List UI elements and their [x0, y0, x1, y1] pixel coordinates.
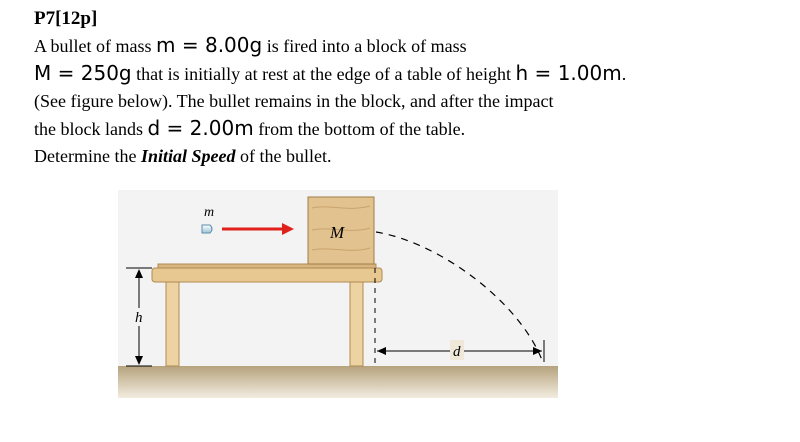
physics-figure [118, 190, 558, 410]
height-h-symbol: h [515, 61, 529, 85]
distance-label: d [453, 344, 461, 360]
figure-svg [118, 190, 558, 410]
problem-line-2 [34, 60, 774, 88]
problem-line-4 [34, 115, 774, 143]
problem-line-5 [34, 143, 774, 170]
emphasis-text: Initial Speed [140, 146, 236, 166]
height-label: h [135, 310, 143, 326]
text-run: of the bullet. [235, 146, 332, 166]
height-h-value: 1.00m [557, 61, 622, 85]
equals-sign: = [51, 61, 81, 85]
mass-m-symbol: m [156, 33, 176, 57]
text-run: Determine the [34, 146, 141, 166]
distance-d-value: 2.00m [189, 116, 254, 140]
problem-line-3: (See figure below). The bullet remains in the block, and after the impact [34, 91, 554, 111]
equals-sign: = [160, 116, 190, 140]
bullet [202, 205, 214, 233]
text-run: from the bottom of the table. [253, 119, 466, 139]
text-run: the block lands [34, 119, 148, 139]
mass-M-value: 250g [80, 61, 132, 85]
block-label: M [330, 223, 345, 242]
mass-M-symbol: M [34, 61, 52, 85]
text-run: . [621, 64, 627, 84]
floor [118, 366, 558, 398]
mass-m-value: 8.00g [204, 33, 263, 57]
equals-sign: = [528, 61, 558, 85]
text-run: is fired into a block of mass [262, 36, 467, 56]
problem-heading: P7[12p] [34, 8, 98, 29]
distance-d-symbol: d [147, 116, 161, 140]
text-run: that is initially at rest at the edge of a table of height [131, 64, 516, 84]
text-run: A bullet of mass [34, 36, 156, 56]
block-M [308, 197, 374, 264]
equals-sign: = [175, 33, 205, 57]
problem-text [34, 6, 774, 170]
bullet-label: m [204, 205, 215, 220]
problem-line-1 [34, 32, 774, 60]
